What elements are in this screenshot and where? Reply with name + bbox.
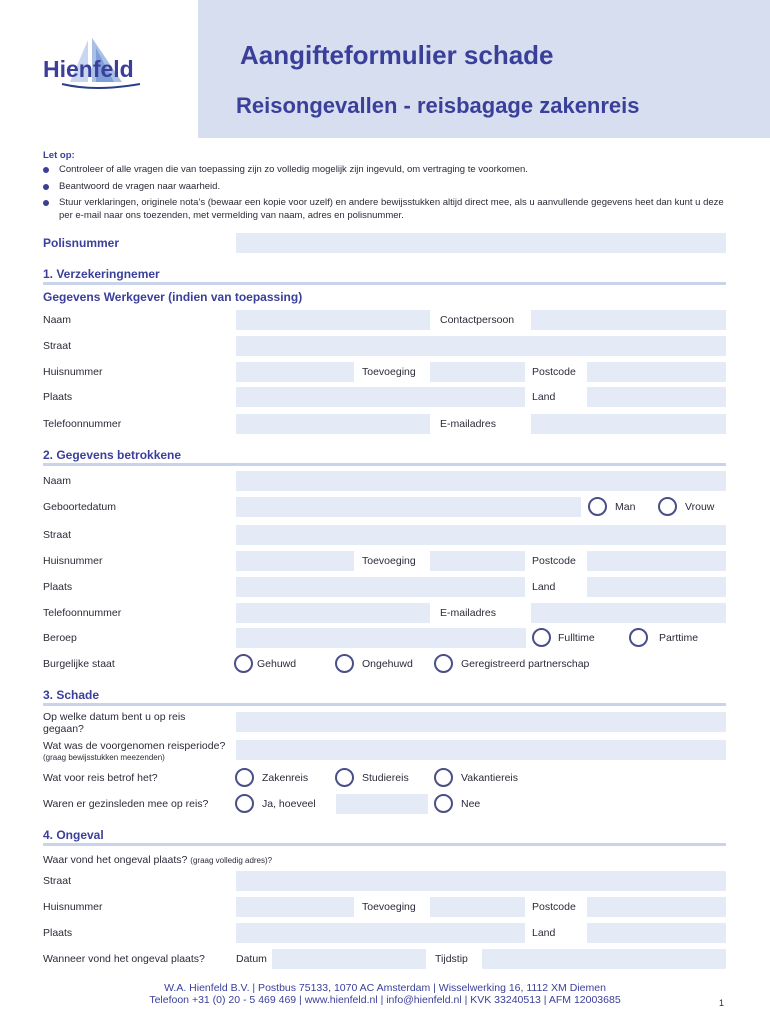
s1-toevoeging-label: Toevoeging bbox=[362, 366, 416, 378]
s3-nee-radio[interactable] bbox=[434, 794, 453, 813]
s2-ongehuwd-radio[interactable] bbox=[335, 654, 354, 673]
s3-vakantiereis-label: Vakantiereis bbox=[461, 772, 519, 784]
s2-land-input[interactable] bbox=[587, 577, 726, 597]
s1-straat-label: Straat bbox=[43, 340, 72, 352]
s4-wanneer-label: Wanneer vond het ongeval plaats? bbox=[43, 953, 205, 965]
s4-datum-label: Datum bbox=[236, 953, 267, 965]
s2-plaats-input[interactable] bbox=[236, 577, 525, 597]
s2-parttime-radio[interactable] bbox=[629, 628, 648, 647]
bullet-icon bbox=[43, 200, 49, 206]
s2-man-label: Man bbox=[615, 501, 636, 513]
s2-geboortedatum-label: Geboortedatum bbox=[43, 501, 116, 513]
s3-vakantiereis-radio[interactable] bbox=[434, 768, 453, 787]
section4-divider bbox=[43, 843, 726, 846]
s1-telefoon-input[interactable] bbox=[236, 414, 430, 434]
s3-ja-label: Ja, hoeveel bbox=[262, 798, 316, 810]
s1-naam-input[interactable] bbox=[236, 310, 430, 330]
s1-huisnummer-label: Huisnummer bbox=[43, 366, 103, 378]
s3-zakenreis-radio[interactable] bbox=[235, 768, 254, 787]
s3-reisdatum-input[interactable] bbox=[236, 712, 726, 732]
s3-studiereis-label: Studiereis bbox=[362, 772, 409, 784]
page-subtitle: Reisongevallen - reisbagage zakenreis bbox=[236, 93, 640, 118]
section4-title: 4. Ongeval bbox=[43, 828, 104, 842]
s2-plaats-label: Plaats bbox=[43, 581, 73, 593]
s4-q1-label bbox=[43, 854, 272, 866]
s4-straat-input[interactable] bbox=[236, 871, 726, 891]
section1-title: 1. Verzekeringnemer bbox=[43, 267, 160, 281]
intro-heading: Let op: bbox=[43, 150, 75, 161]
s2-toevoeging-label: Toevoeging bbox=[362, 555, 416, 567]
s4-land-input[interactable] bbox=[587, 923, 726, 943]
s2-postcode-label: Postcode bbox=[532, 555, 576, 567]
page-number: 1 bbox=[719, 998, 725, 1008]
s4-q1-text: Waar vond het ongeval plaats? bbox=[43, 854, 188, 866]
s2-ongehuwd-label: Ongehuwd bbox=[362, 658, 413, 670]
s2-naam-input[interactable] bbox=[236, 471, 726, 491]
section3-divider bbox=[43, 703, 726, 706]
s2-straat-label: Straat bbox=[43, 529, 72, 541]
s3-nee-label: Nee bbox=[461, 798, 481, 810]
footer-contact: Telefoon +31 (0) 20 - 5 469 469 | www.hienfeld.nl | info@hienfeld.nl | KVK 33240513 | AFM 12003685 bbox=[149, 994, 621, 1006]
s3-q1-line2: gegaan? bbox=[43, 723, 84, 735]
s4-huisnummer-input[interactable] bbox=[236, 897, 354, 917]
s1-contactpersoon-label: Contactpersoon bbox=[440, 314, 515, 326]
s2-parttime-label: Parttime bbox=[659, 632, 699, 644]
s2-gehuwd-radio[interactable] bbox=[234, 654, 253, 673]
s2-beroep-input[interactable] bbox=[236, 628, 526, 648]
s1-plaats-input[interactable] bbox=[236, 387, 525, 407]
s4-toevoeging-label: Toevoeging bbox=[362, 901, 416, 913]
s1-huisnummer-input[interactable] bbox=[236, 362, 354, 382]
intro-bullet bbox=[43, 196, 733, 222]
s3-q2-note: (graag bewijsstukken meezenden) bbox=[43, 753, 165, 762]
s1-email-label: E-mailadres bbox=[440, 418, 497, 430]
s1-toevoeging-input[interactable] bbox=[430, 362, 525, 382]
section1-divider bbox=[43, 282, 726, 285]
s3-q2-label: Wat was de voorgenomen reisperiode? bbox=[43, 740, 226, 752]
s4-datum-input[interactable] bbox=[272, 949, 426, 969]
s2-telefoon-label: Telefoonnummer bbox=[43, 607, 122, 619]
s2-gehuwd-label: Gehuwd bbox=[257, 658, 297, 670]
s3-q3-label: Wat voor reis betrof het? bbox=[43, 772, 158, 784]
bullet-text: Beantwoord de vragen naar waarheid. bbox=[59, 181, 221, 192]
s2-straat-input[interactable] bbox=[236, 525, 726, 545]
s1-postcode-input[interactable] bbox=[587, 362, 726, 382]
section3-title: 3. Schade bbox=[43, 688, 100, 702]
s2-fulltime-label: Fulltime bbox=[558, 632, 595, 644]
s4-q1-note: (graag volledig adres)? bbox=[190, 856, 273, 865]
s1-postcode-label: Postcode bbox=[532, 366, 576, 378]
s2-email-input[interactable] bbox=[531, 603, 726, 623]
s3-q1-line1: Op welke datum bent u op reis bbox=[43, 711, 186, 723]
section2-divider bbox=[43, 463, 726, 466]
hienfeld-logo bbox=[40, 34, 160, 94]
s4-land-label: Land bbox=[532, 927, 556, 939]
s2-vrouw-label: Vrouw bbox=[685, 501, 715, 513]
page-title: Aangifteformulier schade bbox=[240, 40, 554, 70]
s2-toevoeging-input[interactable] bbox=[430, 551, 525, 571]
s4-tijdstip-input[interactable] bbox=[482, 949, 726, 969]
s2-geregistreerd-label: Geregistreerd partnerschap bbox=[461, 658, 590, 670]
s2-postcode-input[interactable] bbox=[587, 551, 726, 571]
s2-beroep-label: Beroep bbox=[43, 632, 77, 644]
polisnummer-input[interactable] bbox=[236, 233, 726, 253]
intro-bullet bbox=[43, 180, 733, 193]
s2-burgelijke-label: Burgelijke staat bbox=[43, 658, 115, 670]
section1-subtitle: Gegevens Werkgever (indien van toepassing) bbox=[43, 290, 303, 304]
s1-straat-input[interactable] bbox=[236, 336, 726, 356]
polisnummer-label: Polisnummer bbox=[43, 236, 120, 250]
s2-man-radio[interactable] bbox=[588, 497, 607, 516]
s4-plaats-input[interactable] bbox=[236, 923, 525, 943]
s1-land-label: Land bbox=[532, 391, 556, 403]
bullet-icon bbox=[43, 167, 49, 173]
bullet-text: Controleer of alle vragen die van toepassing zijn zo volledig mogelijk zijn ingevuld, om vertraging te voorkomen. bbox=[59, 164, 528, 175]
s2-land-label: Land bbox=[532, 581, 556, 593]
logo-wordmark: Hienfeld bbox=[43, 56, 134, 82]
s3-ja-radio[interactable] bbox=[235, 794, 254, 813]
s4-plaats-label: Plaats bbox=[43, 927, 73, 939]
s2-email-label: E-mailadres bbox=[440, 607, 497, 619]
s1-plaats-label: Plaats bbox=[43, 391, 73, 403]
s3-hoeveel-input[interactable] bbox=[336, 794, 428, 814]
s2-telefoon-input[interactable] bbox=[236, 603, 430, 623]
s3-zakenreis-label: Zakenreis bbox=[262, 772, 309, 784]
s1-telefoon-label: Telefoonnummer bbox=[43, 418, 122, 430]
s1-land-input[interactable] bbox=[587, 387, 726, 407]
s2-geboortedatum-input[interactable] bbox=[236, 497, 581, 517]
bullet-icon bbox=[43, 184, 49, 190]
bullet-text: Stuur verklaringen, originele nota’s (bewaar een kopie voor uzelf) en andere bewijsstukken altijd direct mee, als u aanvullende gegevens heet dan kunt u deze per e-mail naar ons toezenden, met vermelding van naam, adres en polisnummer. bbox=[59, 197, 724, 221]
s4-huisnummer-label: Huisnummer bbox=[43, 901, 103, 913]
s4-postcode-input[interactable] bbox=[587, 897, 726, 917]
s2-geregistreerd-radio[interactable] bbox=[434, 654, 453, 673]
s3-reisperiode-input[interactable] bbox=[236, 740, 726, 760]
s2-huisnummer-label: Huisnummer bbox=[43, 555, 103, 567]
s2-fulltime-radio[interactable] bbox=[532, 628, 551, 647]
s4-toevoeging-input[interactable] bbox=[430, 897, 525, 917]
s2-huisnummer-input[interactable] bbox=[236, 551, 354, 571]
section2-title: 2. Gegevens betrokkene bbox=[43, 448, 182, 462]
s2-naam-label: Naam bbox=[43, 475, 72, 487]
s3-q4-label: Waren er gezinsleden mee op reis? bbox=[43, 798, 209, 810]
s4-straat-label: Straat bbox=[43, 875, 72, 887]
s4-postcode-label: Postcode bbox=[532, 901, 576, 913]
intro-bullet bbox=[43, 163, 733, 176]
s4-tijdstip-label: Tijdstip bbox=[435, 953, 468, 965]
footer-address: W.A. Hienfeld B.V. | Postbus 75133, 1070 AC Amsterdam | Wisselwerking 16, 1112 XM Diemen bbox=[164, 982, 606, 994]
s1-naam-label: Naam bbox=[43, 314, 72, 326]
s1-email-input[interactable] bbox=[531, 414, 726, 434]
s3-studiereis-radio[interactable] bbox=[335, 768, 354, 787]
s2-vrouw-radio[interactable] bbox=[658, 497, 677, 516]
s1-contactpersoon-input[interactable] bbox=[531, 310, 726, 330]
